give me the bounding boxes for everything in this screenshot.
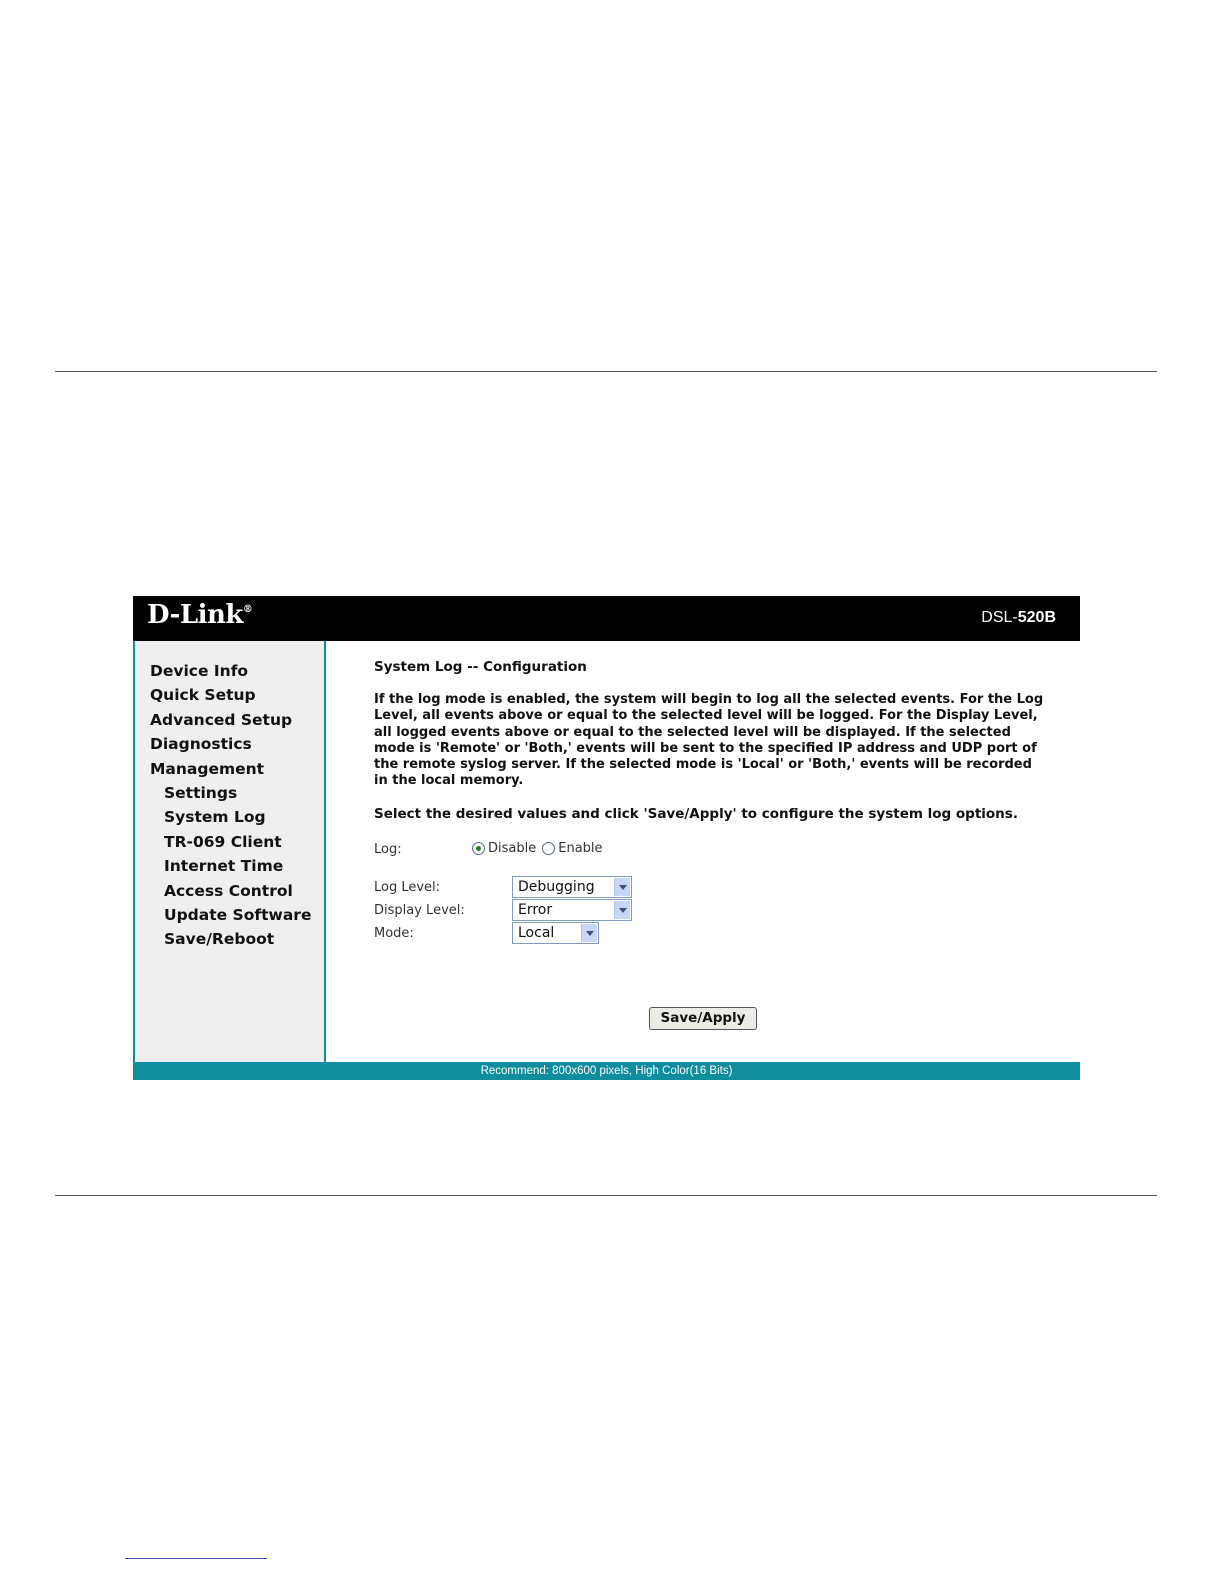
mode-value: Local bbox=[518, 925, 555, 941]
display-level-value: Error bbox=[518, 902, 553, 918]
chevron-down-icon[interactable] bbox=[614, 901, 630, 919]
footnote-divider bbox=[125, 1558, 267, 1559]
mode-select[interactable] bbox=[512, 922, 599, 944]
logo-text: D-Link bbox=[147, 600, 243, 630]
chevron-down-icon[interactable] bbox=[614, 878, 630, 896]
log-level-label: Log Level: bbox=[374, 880, 441, 895]
page-title: System Log -- Configuration bbox=[374, 659, 587, 675]
bottom-divider bbox=[55, 1195, 1157, 1196]
log-enable-radio[interactable] bbox=[542, 842, 555, 855]
log-radio-group bbox=[472, 841, 609, 856]
sidebar bbox=[133, 641, 326, 1062]
sidebar-item-tr069-client[interactable]: TR-069 Client bbox=[164, 832, 282, 851]
display-level-select[interactable] bbox=[512, 899, 632, 921]
model-number: 520B bbox=[1017, 609, 1056, 626]
save-apply-button[interactable]: Save/Apply bbox=[649, 1007, 757, 1030]
page-description: If the log mode is enabled, the system will begin to log all the selected events. For the Log Level, all events above or equal to the selected level will be logged. For the Display Level, all logged events above or equal to the selected level will be displayed. If the selected mode is 'Remote' or 'Both,' events will be sent to the specified IP address and UDP port of the remote syslog server. If the selected mode is 'Local' or 'Both,' events will be recorded in the local memory. bbox=[374, 692, 1044, 789]
instruction-text: Select the desired values and click 'Save/Apply' to configure the system log options. bbox=[374, 806, 1018, 822]
sidebar-nav bbox=[150, 659, 311, 952]
sidebar-item-save-reboot[interactable]: Save/Reboot bbox=[164, 930, 275, 949]
sidebar-item-device-info[interactable]: Device Info bbox=[150, 662, 249, 680]
model-prefix: DSL- bbox=[981, 609, 1018, 626]
sidebar-item-management[interactable]: Management bbox=[150, 759, 265, 778]
top-divider bbox=[55, 371, 1157, 372]
sidebar-item-quick-setup[interactable]: Quick Setup bbox=[150, 686, 256, 705]
header-bar bbox=[133, 596, 1080, 641]
sidebar-item-advanced-setup[interactable]: Advanced Setup bbox=[150, 710, 293, 729]
sidebar-item-system-log[interactable]: System Log bbox=[164, 808, 266, 827]
log-level-value: Debugging bbox=[518, 879, 595, 895]
mode-label: Mode: bbox=[374, 926, 414, 941]
main-content bbox=[326, 641, 1080, 1062]
log-label: Log: bbox=[374, 842, 402, 857]
footer-bar: Recommend: 800x600 pixels, High Color(16 Bits) bbox=[133, 1062, 1080, 1080]
sidebar-item-settings[interactable]: Settings bbox=[164, 783, 238, 802]
dlink-logo bbox=[147, 600, 252, 630]
logo-registered-mark: ® bbox=[242, 604, 253, 615]
log-level-select[interactable] bbox=[512, 876, 632, 898]
log-disable-label[interactable]: Disable bbox=[488, 841, 537, 856]
display-level-label: Display Level: bbox=[374, 903, 465, 918]
sidebar-item-access-control[interactable]: Access Control bbox=[164, 881, 293, 900]
router-config-screenshot bbox=[133, 596, 1080, 1080]
chevron-down-icon[interactable] bbox=[581, 924, 597, 942]
log-enable-label[interactable]: Enable bbox=[558, 841, 603, 856]
log-disable-radio[interactable] bbox=[472, 842, 485, 855]
sidebar-item-diagnostics[interactable]: Diagnostics bbox=[150, 735, 252, 754]
model-name bbox=[981, 609, 1056, 627]
sidebar-item-internet-time[interactable]: Internet Time bbox=[164, 857, 284, 876]
sidebar-item-update-software[interactable]: Update Software bbox=[164, 905, 312, 924]
